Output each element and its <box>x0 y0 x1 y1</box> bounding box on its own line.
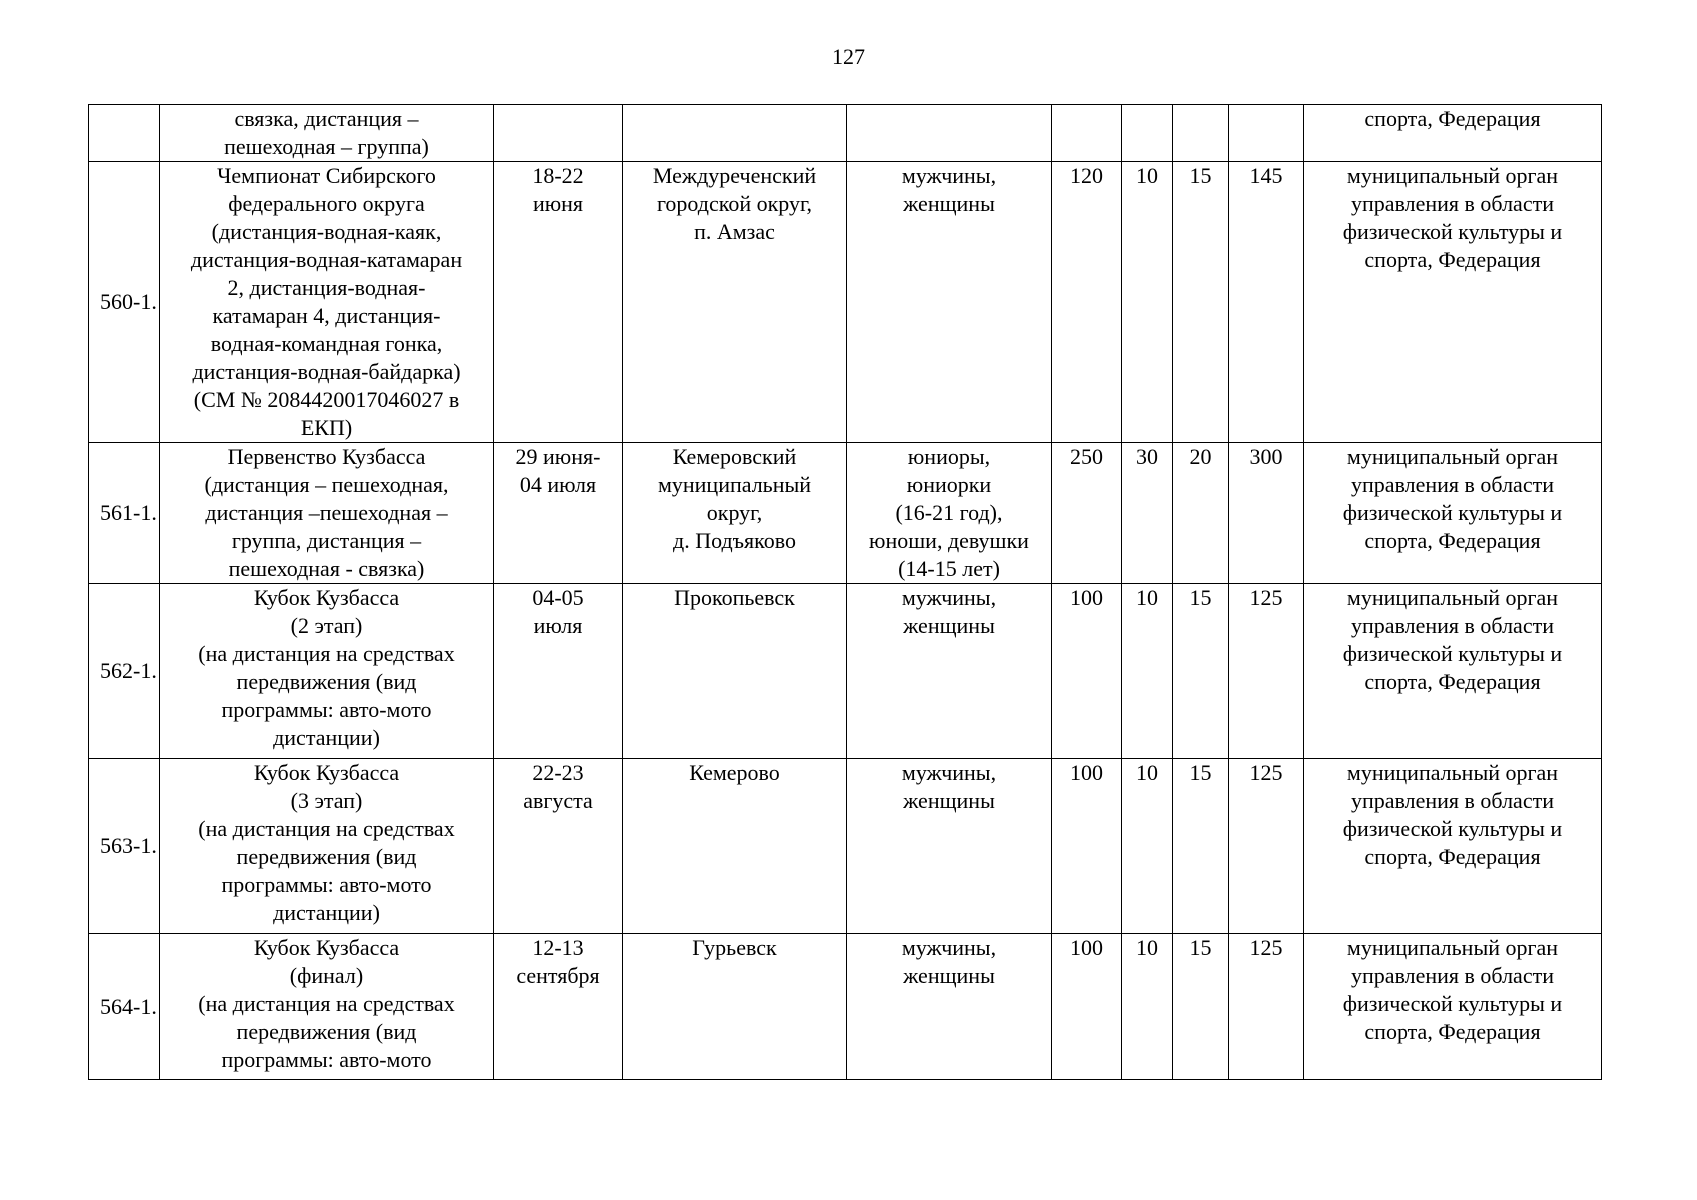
event-participants: мужчины, женщины <box>847 759 1052 934</box>
count-judges: 15 <box>1173 584 1229 759</box>
table-row <box>89 934 1602 1080</box>
event-name: Кубок Кузбасса (3 этап) (на дистанция на средствах передвижения (вид программы: авто-мото дистанции) <box>160 759 494 934</box>
event-place: Кемерово <box>623 759 847 934</box>
event-number <box>89 105 160 162</box>
count-trainers: 10 <box>1122 162 1173 443</box>
count-total: 145 <box>1229 162 1304 443</box>
count-trainers: 10 <box>1122 759 1173 934</box>
event-dates: 22-23 августа <box>494 759 623 934</box>
event-place: Гурьевск <box>623 934 847 1080</box>
count-athletes <box>1052 105 1122 162</box>
event-dates: 18-22 июня <box>494 162 623 443</box>
count-athletes: 250 <box>1052 443 1122 584</box>
table-row <box>89 443 1602 584</box>
count-judges: 15 <box>1173 759 1229 934</box>
event-dates: 29 июня- 04 июля <box>494 443 623 584</box>
event-number: 563-1. <box>89 759 160 934</box>
event-dates <box>494 105 623 162</box>
event-number: 564-1. <box>89 934 160 1080</box>
count-trainers: 30 <box>1122 443 1173 584</box>
event-name: связка, дистанция – пешеходная – группа) <box>160 105 494 162</box>
event-place <box>623 105 847 162</box>
count-trainers: 10 <box>1122 584 1173 759</box>
event-name: Кубок Кузбасса (2 этап) (на дистанция на средствах передвижения (вид программы: авто-мото дистанции) <box>160 584 494 759</box>
event-organizer: муниципальный орган управления в области физической культуры и спорта, Федерация <box>1304 162 1602 443</box>
event-participants <box>847 105 1052 162</box>
event-dates: 04-05 июля <box>494 584 623 759</box>
events-table <box>88 104 1602 1080</box>
count-total: 125 <box>1229 584 1304 759</box>
event-organizer: муниципальный орган управления в области физической культуры и спорта, Федерация <box>1304 759 1602 934</box>
event-number: 562-1. <box>89 584 160 759</box>
count-athletes: 100 <box>1052 584 1122 759</box>
table-row <box>89 584 1602 759</box>
event-participants: мужчины, женщины <box>847 584 1052 759</box>
event-organizer: муниципальный орган управления в области физической культуры и спорта, Федерация <box>1304 443 1602 584</box>
count-trainers: 10 <box>1122 934 1173 1080</box>
event-organizer: муниципальный орган управления в области физической культуры и спорта, Федерация <box>1304 934 1602 1080</box>
event-place: Междуреченский городской округ, п. Амзас <box>623 162 847 443</box>
count-athletes: 120 <box>1052 162 1122 443</box>
event-name: Чемпионат Сибирского федерального округа (дистанция-водная-каяк, дистанция-водная-катамаран 2, дистанция-водная- катамаран 4, дистанция- водная-командная гонка, дистанция-водная-байдарка) (СМ № 2084420017046027 в ЕКП) <box>160 162 494 443</box>
count-athletes: 100 <box>1052 759 1122 934</box>
event-participants: мужчины, женщины <box>847 934 1052 1080</box>
count-total: 300 <box>1229 443 1304 584</box>
event-organizer: спорта, Федерация <box>1304 105 1602 162</box>
event-number: 561-1. <box>89 443 160 584</box>
event-dates: 12-13 сентября <box>494 934 623 1080</box>
count-total: 125 <box>1229 759 1304 934</box>
event-name: Кубок Кузбасса (финал) (на дистанция на средствах передвижения (вид программы: авто-мото <box>160 934 494 1080</box>
table-row <box>89 105 1602 162</box>
event-place: Прокопьевск <box>623 584 847 759</box>
count-judges: 20 <box>1173 443 1229 584</box>
page-number: 127 <box>832 44 865 69</box>
count-total: 125 <box>1229 934 1304 1080</box>
event-participants: мужчины, женщины <box>847 162 1052 443</box>
count-judges: 15 <box>1173 162 1229 443</box>
event-participants: юниоры, юниорки (16-21 год), юноши, девушки (14-15 лет) <box>847 443 1052 584</box>
event-number: 560-1. <box>89 162 160 443</box>
count-total <box>1229 105 1304 162</box>
table-row <box>89 162 1602 443</box>
event-organizer: муниципальный орган управления в области физической культуры и спорта, Федерация <box>1304 584 1602 759</box>
count-judges: 15 <box>1173 934 1229 1080</box>
event-place: Кемеровский муниципальный округ, д. Подъяково <box>623 443 847 584</box>
count-judges <box>1173 105 1229 162</box>
event-name: Первенство Кузбасса (дистанция – пешеходная, дистанция –пешеходная – группа, дистанция – пешеходная - связка) <box>160 443 494 584</box>
count-athletes: 100 <box>1052 934 1122 1080</box>
table-row <box>89 759 1602 934</box>
count-trainers <box>1122 105 1173 162</box>
